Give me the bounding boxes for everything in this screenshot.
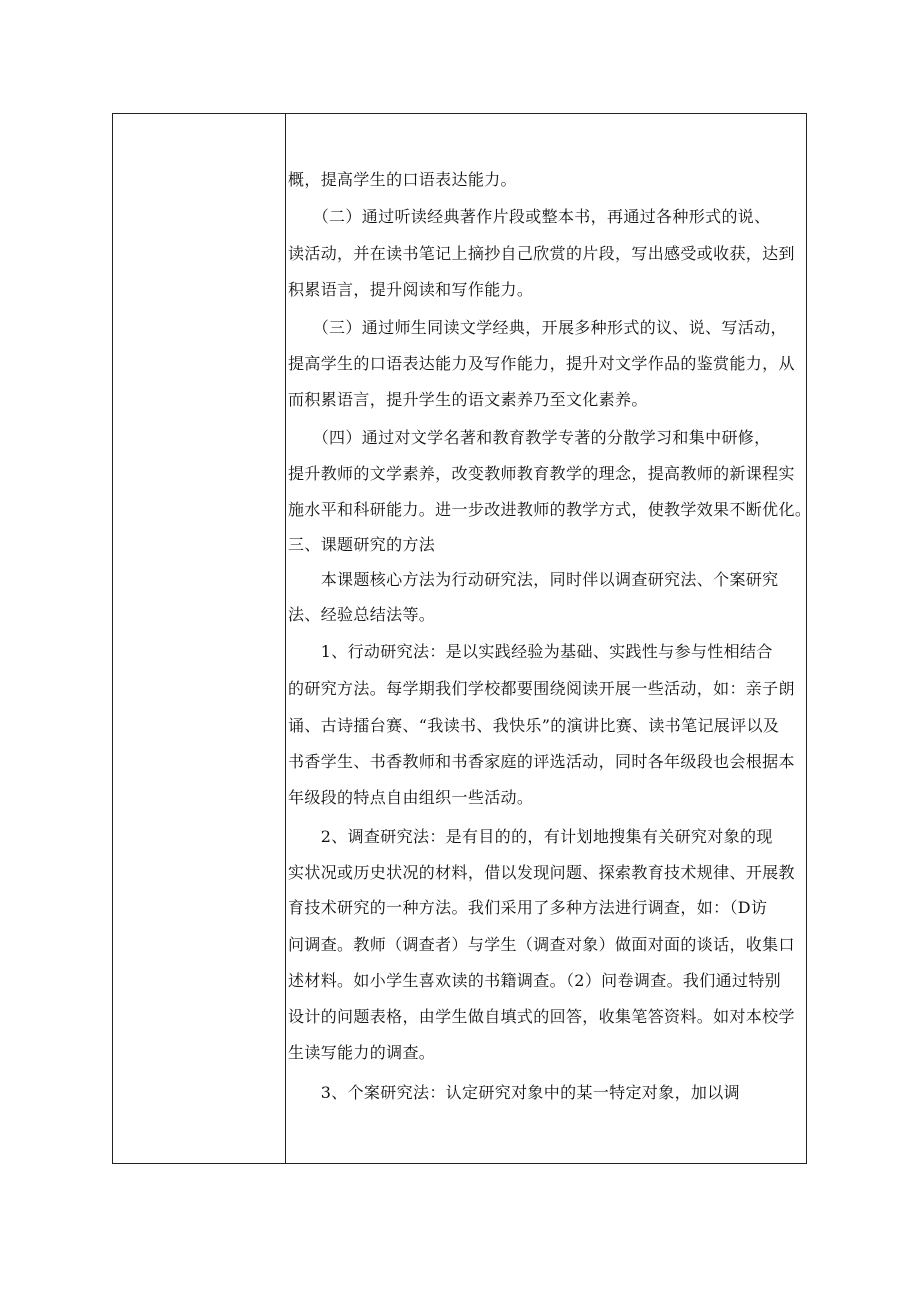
text-line: 2、调查研究法：是有目的的，有计划地搜集有关研究对象的现 (288, 827, 773, 846)
text-line: （二）通过听读经典著作片段或整本书，再通过各种形式的说、 (288, 207, 771, 226)
text-line: 概，提高学生的口语表达能力。 (288, 170, 517, 189)
text-line: 积累语言，提升阅读和写作能力。 (288, 280, 534, 299)
text-line: 而积累语言，提升学生的语文素养乃至文化素养。 (288, 390, 648, 409)
text-line: 本课题核心方法为行动研究法，同时伴以调查研究法、个案研究 (288, 570, 779, 589)
text-line: （四）通过对文学名著和教育教学专著的分散学习和集中研修， (288, 428, 771, 447)
text-line: 生读写能力的调查。 (288, 1043, 436, 1062)
content-column (286, 114, 812, 1163)
text-line: 年级段的特点自由组织一些活动。 (288, 788, 534, 807)
text-line: 施水平和科研能力。进一步改进教师的教学方式，使教学效果不断优化。 (288, 500, 812, 519)
text-line: 问调查。教师（调查者）与学生（调查对象）做面对面的谈话，收集口 (288, 935, 795, 954)
text-line: 设计的问题表格，由学生做自填式的回答，收集笔答资料。如对本校学 (288, 1007, 795, 1026)
text-line: 读活动，并在读书笔记上摘抄自己欣赏的片段，写出感受或收获，达到 (288, 244, 795, 263)
text-line: 提高学生的口语表达能力及写作能力，提升对文学作品的鉴赏能力，从 (288, 354, 795, 373)
text-line: 育技术研究的一种方法。我们采用了多种方法进行调查，如：（D访 (288, 898, 768, 917)
text-line: 提升教师的文学素养，改变教师教育教学的理念，提高教师的新课程实 (288, 464, 795, 483)
text-line: 3、个案研究法：认定研究对象中的某一特定对象，加以调 (288, 1083, 740, 1102)
label-column (113, 114, 286, 1163)
text-line: 诵、古诗擂台赛、“我读书、我快乐”的演讲比赛、读书笔记展评以及 (288, 716, 780, 735)
section-heading: 三、课题研究的方法 (288, 535, 436, 554)
text-line: 1、行动研究法：是以实践经验为基础、实践性与参与性相结合 (288, 642, 773, 661)
text-line: 的研究方法。每学期我们学校都要围绕阅读开展一些活动，如：亲子朗 (288, 679, 795, 698)
text-line: 书香学生、书香教师和书香家庭的评选活动，同时各年级段也会根据本 (288, 752, 795, 771)
text-line: 法、经验总结法等。 (288, 605, 436, 624)
text-line: （三）通过师生同读文学经典，开展多种形式的议、说、写活动， (288, 318, 787, 337)
text-line: 述材料。如小学生喜欢读的书籍调查。（2）问卷调查。我们通过特别 (288, 971, 782, 990)
document-table (112, 113, 812, 1164)
text-line: 实状况或历史状况的材料，借以发现问题、探索教育技术规律、开展教 (288, 863, 795, 882)
